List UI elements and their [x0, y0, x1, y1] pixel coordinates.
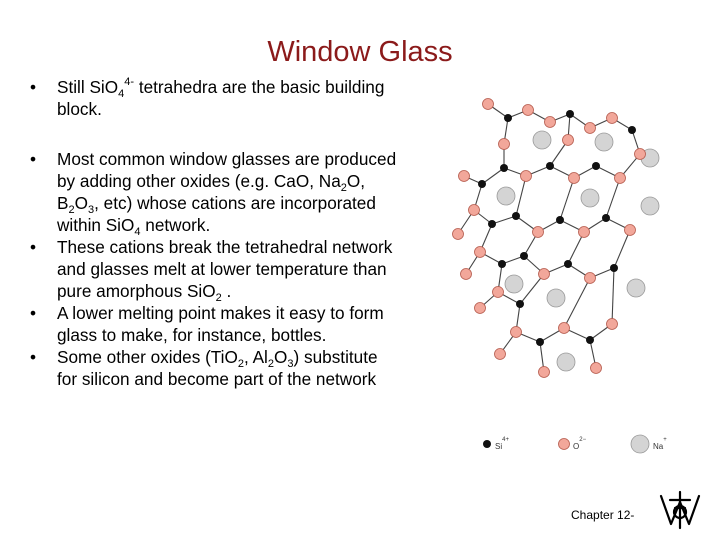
slide-title: Window Glass: [267, 36, 453, 68]
diagram-legend: [480, 432, 710, 456]
bullet-item: • Some other oxides (TiO$_2$, $Al_2O_3$) substitute for silicon and become part of the network: [30, 346, 400, 390]
glass-network-diagram-icon: [440, 92, 680, 392]
oxygen-legend-dot: [559, 439, 570, 450]
bullet-item: • These cations break the tetrahedral network and glasses melt at lower temperature than pure amorphous SiO$_2$ .: [30, 236, 400, 302]
legend-label-o: $O^{2-}$: [573, 437, 587, 451]
bullet-item: • A lower melting point makes it easy to form glass to make, for instance, bottles.: [30, 302, 400, 346]
bullet-item: • Still SiO$_4^{4-}$ tetrahedra are the basic building block.: [30, 76, 400, 120]
sodium-legend-dot: [631, 435, 649, 453]
bullet-list: [30, 76, 400, 390]
bullet-item: • Most common window glasses are produced by adding other oxides (e.g. CaO, $Na_2O$, $B_2O_3$, etc) whose cations are incorporated within SiO$_4$ network.: [30, 148, 400, 236]
silicon-legend-dot: [483, 440, 491, 448]
legend-label-si: $Si^{4+}$: [495, 437, 509, 451]
university-seal-logo-icon: [655, 488, 705, 532]
legend-label-na: Na+: [653, 437, 667, 451]
chapter-footer: Chapter 12-: [571, 508, 635, 522]
